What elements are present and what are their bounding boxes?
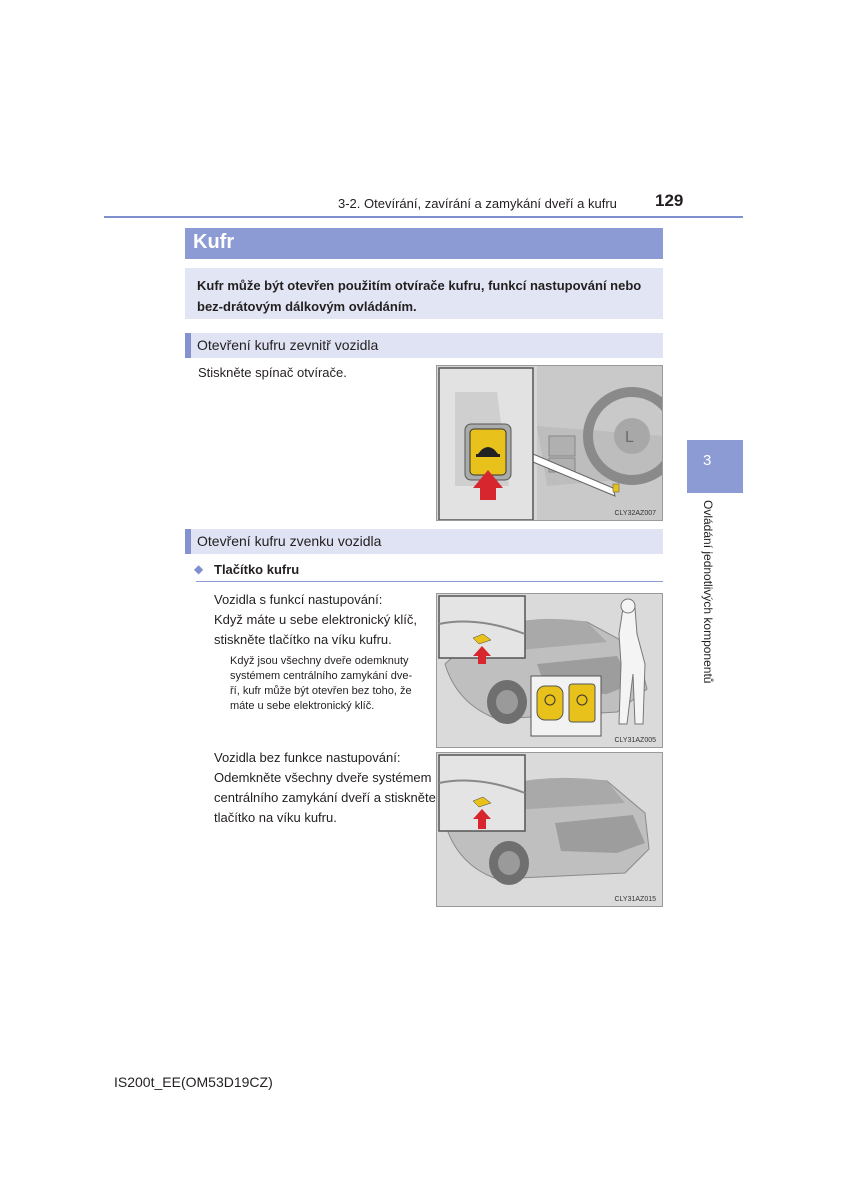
block1-line-3: stiskněte tlačítko na víku kufru.	[214, 632, 392, 647]
block1-line-2: Když máte u sebe elektronický klíč,	[214, 612, 418, 627]
block1-note-line-3: ří, kufr může být otevřen bez toho, že	[230, 685, 412, 697]
figure-trunk-smart-key	[436, 593, 663, 748]
trunk-illustration	[437, 753, 663, 907]
block1-text	[214, 590, 417, 650]
figure-trunk-no-smart-key	[436, 752, 663, 907]
block2-line-1: Vozidla bez funkce nastupování:	[214, 750, 401, 765]
block2-line-2: Odemkněte všechny dveře systémem	[214, 770, 432, 785]
page-title: Kufr	[193, 231, 235, 253]
block1-line-1: Vozidla s funkcí nastupování:	[214, 592, 383, 607]
subheading-trunk-button: Tlačítko kufru	[214, 562, 300, 577]
footer-code: IS200t_EE(OM53D19CZ)	[114, 1074, 273, 1090]
trunk-smart-key-illustration	[437, 594, 663, 748]
chapter-label: Ovládání jednotlivých komponentů	[701, 500, 715, 684]
section-heading-bar-outside	[185, 529, 663, 554]
chapter-number: 3	[703, 452, 712, 469]
svg-text:L: L	[625, 429, 634, 446]
block1-note-line-4: máte u sebe elektronický klíč.	[230, 700, 375, 712]
header-rule	[104, 216, 743, 218]
running-header: 3-2. Otevírání, zavírání a zamykání dveří a kufru	[338, 196, 617, 211]
interior-illustration	[437, 366, 663, 521]
subheading-rule	[196, 581, 663, 582]
figure-code: CLY32AZ007	[614, 510, 656, 517]
block2-line-4: tlačítko na víku kufru.	[214, 810, 337, 825]
page-number: 129	[655, 191, 684, 210]
block1-note-line-1: Když jsou všechny dveře odemknuty	[230, 655, 409, 667]
figure-code: CLY31AZ005	[614, 737, 656, 744]
intro-text: Kufr může být otevřen použitím otvírače kufru, funkcí nastupování nebo bez-drátovým dálkovým ovládáním.	[197, 278, 642, 314]
block1-note-line-2: systémem centrálního zamykání dve-	[230, 670, 413, 682]
diamond-bullet-icon: ◆	[194, 562, 204, 576]
figure-interior-opener	[436, 365, 663, 521]
section-heading-inside: Otevření kufru zevnitř vozidla	[197, 337, 379, 353]
block2-line-3: centrálního zamykání dveří a stiskněte	[214, 790, 436, 805]
chapter-tab	[687, 440, 743, 493]
title-bar	[185, 228, 663, 259]
section1-instruction: Stiskněte spínač otvírače.	[198, 365, 347, 380]
intro-box	[185, 268, 663, 319]
section-heading-bar-inside	[185, 333, 663, 358]
figure-code: CLY31AZ015	[614, 896, 656, 903]
section-heading-outside: Otevření kufru zvenku vozidla	[197, 533, 382, 549]
block1-note	[230, 654, 412, 714]
block2-text	[214, 748, 436, 828]
